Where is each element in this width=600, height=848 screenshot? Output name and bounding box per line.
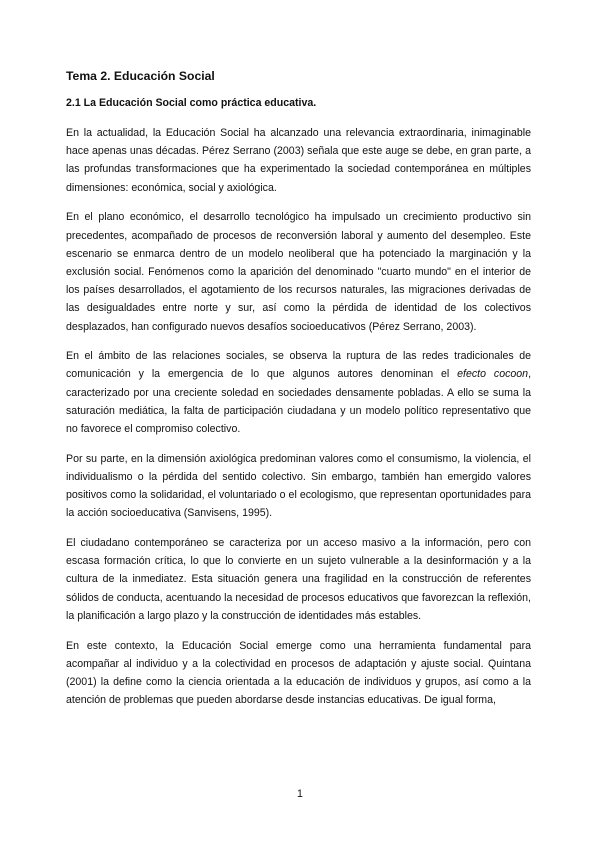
section-title: 2.1 La Educación Social como práctica educativa. — [66, 97, 317, 109]
document-page — [66, 68, 531, 709]
paragraph-5: El ciudadano contemporáneo se caracteriza por un acceso masivo a la información, pero con escasa formación crítica, lo que lo convierte en un sujeto vulnerable a la desinformación y a la cultura de la inmediatez. Esta situación genera una fragilidad en la construcción de referentes sólidos de conducta, acentuando la necesidad de procesos educativos que favorezcan la reflexión, la planificación a largo plazo y la construcción de identidades más estables. — [66, 537, 531, 622]
paragraph-3-italic-term: efecto cocoon — [457, 368, 529, 381]
paragraph-1: En la actualidad, la Educación Social ha alcanzado una relevancia extraordinaria, inimaginable hace apenas unas décadas. Pérez Serrano (2003) señala que este auge se debe, en gran parte, a las profundas transformaciones que ha experimentado la sociedad contemporánea en múltiples dimensiones: económica, social y axiológica. — [66, 127, 531, 194]
page-number: 1 — [297, 788, 303, 800]
paragraph-3-text-end: , caracterizado por una creciente soledad en sociedades densamente pobladas. A ello se suma la saturación mediática, la falta de participación ciudadana y un modelo político representativo que no favorece el compromiso colectivo. — [66, 368, 532, 436]
paragraph-2: En el plano económico, el desarrollo tecnológico ha impulsado un crecimiento productivo sin precedentes, acompañado de procesos de reconversión laboral y aumento del desempleo. Este escenario se enmarca dentro de un modelo neoliberal que ha potenciado la marginación y la exclusión social. Fenómenos como la aparición del denominado "cuarto mundo" en el interior de los países desarrollados, el agotamiento de los recursos naturales, las migraciones derivadas de las desigualdades entre norte y sur, así como la pérdida de identidad de los colectivos desplazados, han configurado nuevos desafíos socioeducativos (Pérez Serrano, 2003). — [66, 211, 531, 333]
paragraph-4: Por su parte, en la dimensión axiológica predominan valores como el consumismo, la violencia, el individualismo o la pérdida del sentido colectivo. Sin embargo, también han emergido valores positivos como la solidaridad, el voluntariado o el ecologismo, que representan oportunidades para la acción socioeducativa (Sanvisens, 1995). — [66, 452, 531, 520]
document-title: Tema 2. Educación Social — [66, 69, 215, 83]
paragraph-6: En este contexto, la Educación Social emerge como una herramienta fundamental para acompañar al individuo y a la colectividad en procesos de adaptación y ajuste social. Quintana (2001) la define como la ciencia orientada a la educación de individuos y grupos, así como a la atención de problemas que pueden abordarse desde instancias educativas. De igual forma, — [66, 639, 531, 707]
paragraph-3-text-start: En el ámbito de las relaciones sociales, se observa la ruptura de las redes tradicionales de comunicación y la emergencia de lo que algunos autores denominan el — [66, 350, 531, 381]
paragraph-3 — [66, 347, 531, 438]
